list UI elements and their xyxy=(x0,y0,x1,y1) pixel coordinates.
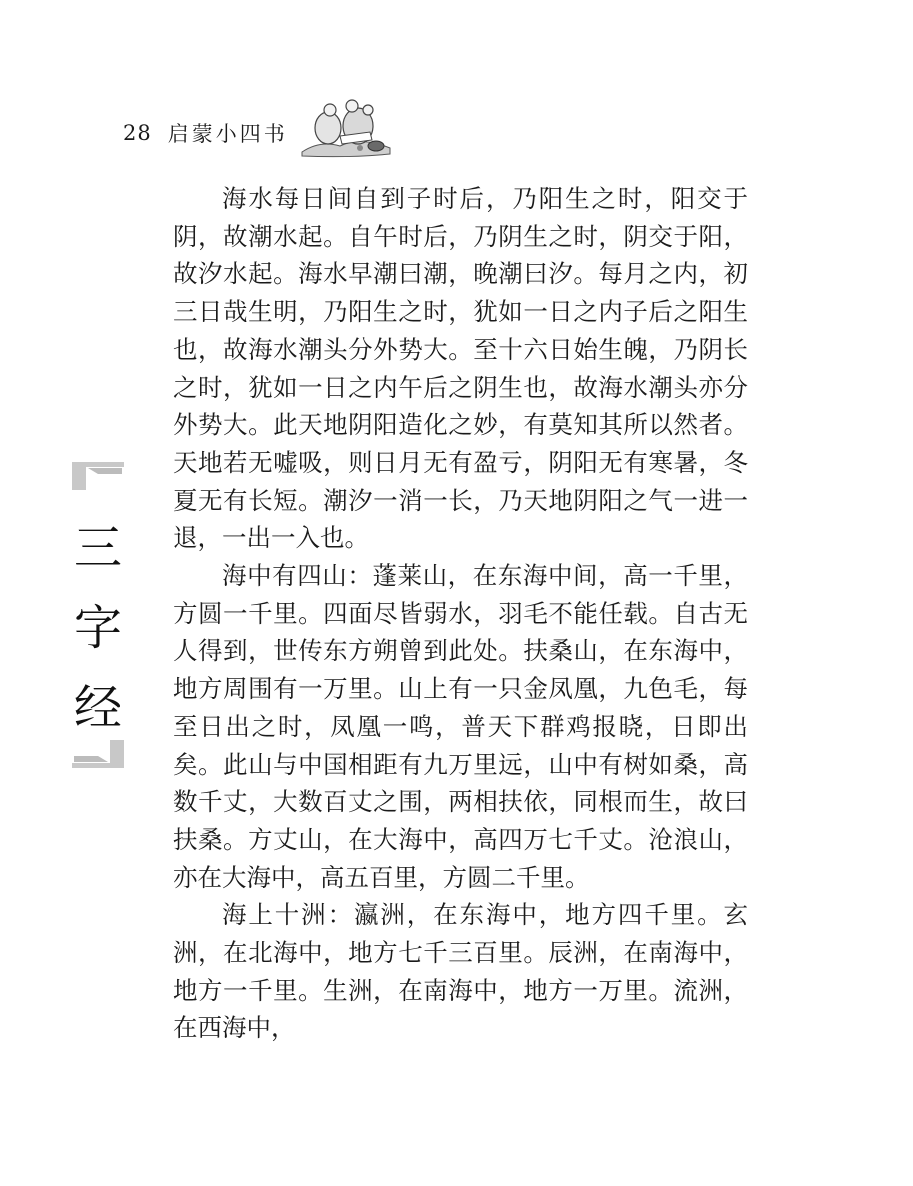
book-title: 启蒙小四书 xyxy=(167,122,288,146)
page-header xyxy=(123,118,288,148)
side-tab-char: 经 xyxy=(73,680,122,736)
side-tab-title xyxy=(72,508,124,748)
paragraph: 海水每日间自到子时后，乃阳生之时，阳交于阴，故潮水起。自午时后，乃阴生之时，阴交于阳，故汐水起。海水早潮曰潮，晚潮曰汐。每月之内，初三日哉生明，乃阳生之时，犹如一日之内子后之阳生也，故海水潮头分外势大。至十六日始生魄，乃阴长之时，犹如一日之内午后之阴生也，故海水潮头亦分外势大。此天地阴阳造化之妙，有莫知其所以然者。天地若无嘘吸，则日月无有盈亏，阴阳无有寒暑，冬夏无有长短。潮汐一消一长，乃天地阴阳之气一进一退，一出一入也。 xyxy=(173,184,748,553)
side-tab-char: 字 xyxy=(73,600,122,656)
bracket-top-icon xyxy=(72,462,124,490)
paragraph: 海上十洲：瀛洲，在东海中，地方四千里。玄洲，在北海中，地方七千三百里。辰洲，在南海中，地方一千里。生洲，在南海中，地方一万里。流洲，在西海中， xyxy=(173,900,748,1043)
side-tab-char: 三 xyxy=(73,520,122,576)
paragraph: 海中有四山：蓬莱山，在东海中间，高一千里，方圆一千里。四面尽皆弱水，羽毛不能任载。自古无人得到，世传东方朔曾到此处。扶桑山，在东海中，地方周围有一万里。山上有一只金凤凰，九色毛，每至日出之时，凤凰一鸣，普天下群鸡报晓，日即出矣。此山与中国相距有九万里远，山中有树如桑，高数千丈，大数百丈之围，两相扶依，同根而生，故曰扶桑。方丈山，在大海中，高四万七千丈。沧浪山，亦在大海中，高五百里，方圆二千里。 xyxy=(173,561,748,892)
bracket-bottom-icon xyxy=(72,740,124,768)
body-text xyxy=(173,180,748,1047)
side-section-tab xyxy=(72,462,124,768)
scholars-illustration-icon xyxy=(300,96,392,158)
page-number: 28 xyxy=(123,121,152,145)
